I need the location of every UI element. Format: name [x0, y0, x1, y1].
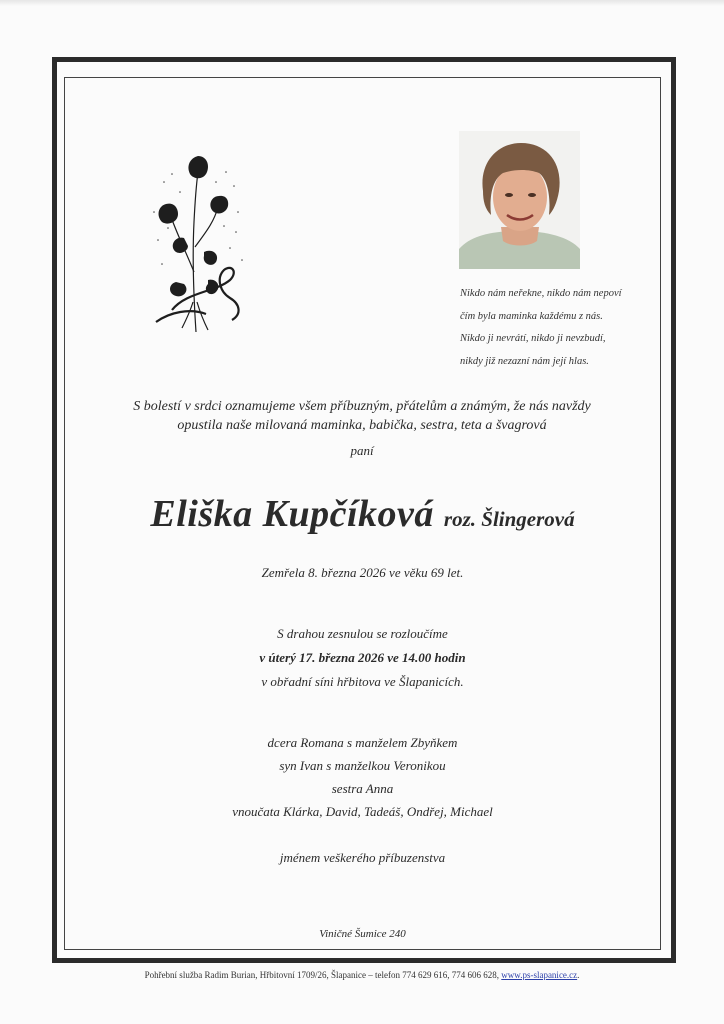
footer-text: Pohřební služba Radim Burian, Hřbitovní 1709/26, Šlapanice – telefon 774 629 616, 774 606 628, [144, 970, 502, 980]
poem-line: nikdy již nezazní nám její hlas. [460, 355, 589, 367]
ceremony-place: v obřadní síni hřbitova ve Šlapanicích. [261, 674, 464, 689]
address: Viničné Šumice 240 [319, 928, 406, 940]
maiden-name: roz. Šlingerová [443, 507, 575, 531]
poem-line: Nikdo ji nevrátí, nikdo ji nevzbudí, [460, 333, 606, 344]
ceremony-line-1: S drahou zesnulou se rozloučíme [277, 626, 448, 641]
funeral-service-footer [0, 970, 724, 980]
family-member: sestra Anna [331, 781, 394, 796]
poem-line: Nikdo nám neřekne, nikdo nám nepoví [460, 288, 622, 299]
relatives-line: jménem veškerého příbuzenstva [279, 850, 446, 865]
announcement-line-1: S bolestí v srdci oznamujeme všem příbuzným, přátelům a známým, že nás navždy [133, 399, 591, 414]
poem-line: čím byla maminka každému z nás. [460, 310, 603, 322]
announcement-line-2: opustila naše milovaná maminka, babička, sestra, teta a švagrová [177, 418, 547, 433]
family-member: dcera Romana s manželem Zbyňkem [267, 735, 458, 750]
poem [460, 283, 675, 373]
portrait-photo [459, 131, 580, 269]
rose-illustration-icon [146, 152, 250, 342]
deceased-name: Eliška Kupčíková [150, 493, 434, 535]
ceremony-date: v úterý 17. března 2026 ve 14.00 hodin [259, 650, 466, 665]
announcement-line-3: paní [350, 443, 374, 458]
footer-end: . [577, 970, 580, 980]
deceased-heading [64, 492, 661, 536]
death-date: Zemřela 8. března 2026 ve věku 69 let. [261, 565, 464, 580]
family-member: vnoučata Klárka, David, Tadeáš, Ondřej, Michael [232, 804, 493, 819]
footer-website-link[interactable]: www.ps-slapanice.cz [501, 970, 578, 980]
family-member: syn Ivan s manželkou Veronikou [279, 758, 446, 773]
scan-shadow [0, 0, 724, 6]
